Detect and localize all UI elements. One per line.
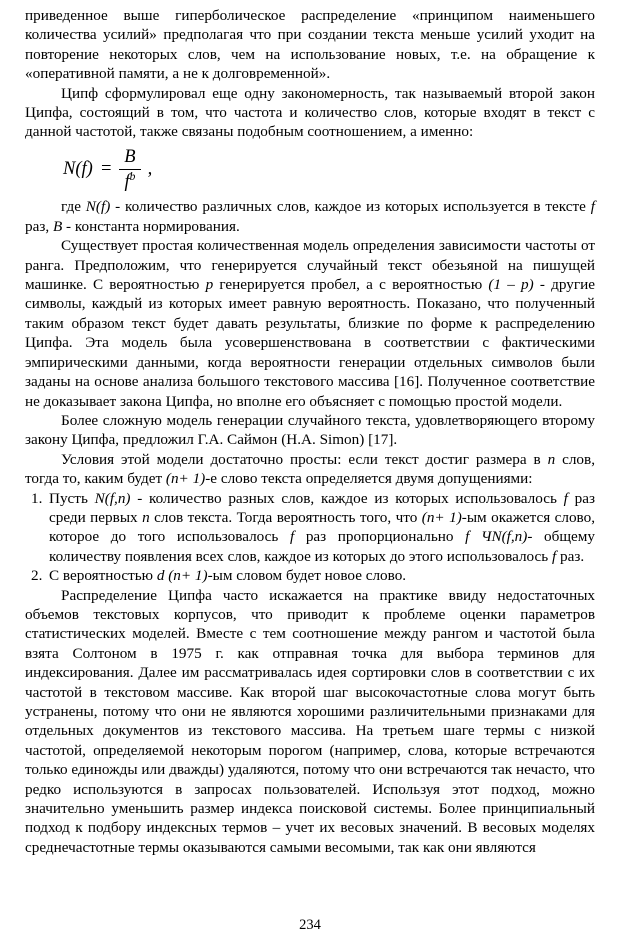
list-item bbox=[25, 566, 595, 585]
formula-second-law bbox=[63, 147, 595, 193]
paragraph-continuation: приведенное выше гиперболическое распределение «принципом наименьшего количества усилий» предполагая что при создании текста меньше усилий уходит на повторение некоторых слов, чем на использование новых, т.е. на обращение к «оперативной памяти, а не к долговременной». bbox=[25, 7, 595, 83]
paragraph-zipf-distortion: Распределение Ципфа часто искажается на практике ввиду недостаточных объемов текстовых корпусов, что приводит к проблеме оценки параметров статистических моделей. Вместе с тем соотношение между рангом и частотой была взята Солтоном в 1975 г. как отправная точка для выбора терминов для индексирования. Далее им рассматривалась идея сортировки слов в соответствии с их частотой в текстовом массиве. Как второй шаг высокочастотные слова могут быть устранены, потому что они не являются хорошими различительными признаками для отдельных документов из текстового массива. На третьем шаге термы с низкой частотой, определяемой некоторым порогом (например, слова, которые встречаются только единожды или дважды) удаляются, потому что они встречаются так нечасто, что редко используются в запросах пользователей. Используя этот подход, можно значительно уменьшить размер индекса поисковой системы. Более принципиальный подход к подбору индексных термов – учет их весовых значений. В весовых моделях среднечастотные термы оказываются самыми весомыми, так как они являются bbox=[25, 586, 595, 856]
list-item-text: С вероятностью d (n+ 1)-ым словом будет новое слово. bbox=[49, 567, 407, 585]
assumptions-list bbox=[25, 489, 595, 586]
formula-denominator bbox=[125, 170, 136, 193]
formula-fraction bbox=[119, 147, 140, 193]
list-item-marker: 1. bbox=[31, 489, 43, 507]
list-item bbox=[25, 489, 595, 567]
paragraph-model-conditions: Условия этой модели достаточно просты: если текст достиг размера в n слов, тогда то, каким будет (n+ 1)-е слово текста определяется двумя допущениями: bbox=[25, 450, 595, 488]
formula-numerator: B bbox=[119, 147, 140, 170]
page-number: 234 bbox=[299, 916, 321, 933]
formula-den-exponent: b bbox=[129, 170, 136, 183]
formula-equals: = bbox=[99, 159, 113, 180]
list-item-text: Пусть N(f,n) - количество разных слов, каждое из которых использовалось f раз среди первых n слов текста. Тогда вероятность того, что (n+ 1)-ым окажется слово, которое до того использовалось f раз пропорционально f ЧN(f,n)- общему количеству появления всех слов, каждое из которых до этого использовалось f раз. bbox=[49, 489, 595, 565]
formula-trailing-comma: , bbox=[147, 159, 153, 180]
paragraph-where-definitions: где N(f) - количество различных слов, каждое из которых используется в тексте f раз, B - константа нормирования. bbox=[25, 198, 595, 235]
paragraph-zipf-second-law: Ципф сформулировал еще одну закономерность, так называемый второй закон Ципфа, состоящий в том, что частота и количество слов, которые входят в текст с данной частотой, также связаны подобным соотношением, а именно: bbox=[25, 84, 595, 141]
formula-den-base: f bbox=[124, 171, 130, 192]
paragraph-monkey-model: Существует простая количественная модель определения зависимости частоты от ранга. Предположим, что генерируется случайный текст обезьяной на пишущей машинке. С вероятностью p генерируется пробел, а с вероятностью (1 – p) - другие символы, каждый из которых имеет равную вероятность. Показано, что полученный таким образом текст будет давать результаты, близкие по форме к распределению Ципфа. Эта модель была усовершенствована в соответствии с фактическими эмпирическими данными, когда вероятности генерации отдельных символов были заданы на основе анализа большого текстового массива [16]. Полученное соответствие не доказывает закона Ципфа, но вполне его объясняет с помощью простой модели. bbox=[25, 237, 595, 410]
formula-lhs: N(f) bbox=[63, 159, 93, 180]
list-item-marker: 2. bbox=[31, 567, 43, 585]
paragraph-simon: Более сложную модель генерации случайного текста, удовлетворяющего второму закону Ципфа, предложил Г.А. Саймон (H.A. Simon) [17]. bbox=[25, 411, 595, 449]
